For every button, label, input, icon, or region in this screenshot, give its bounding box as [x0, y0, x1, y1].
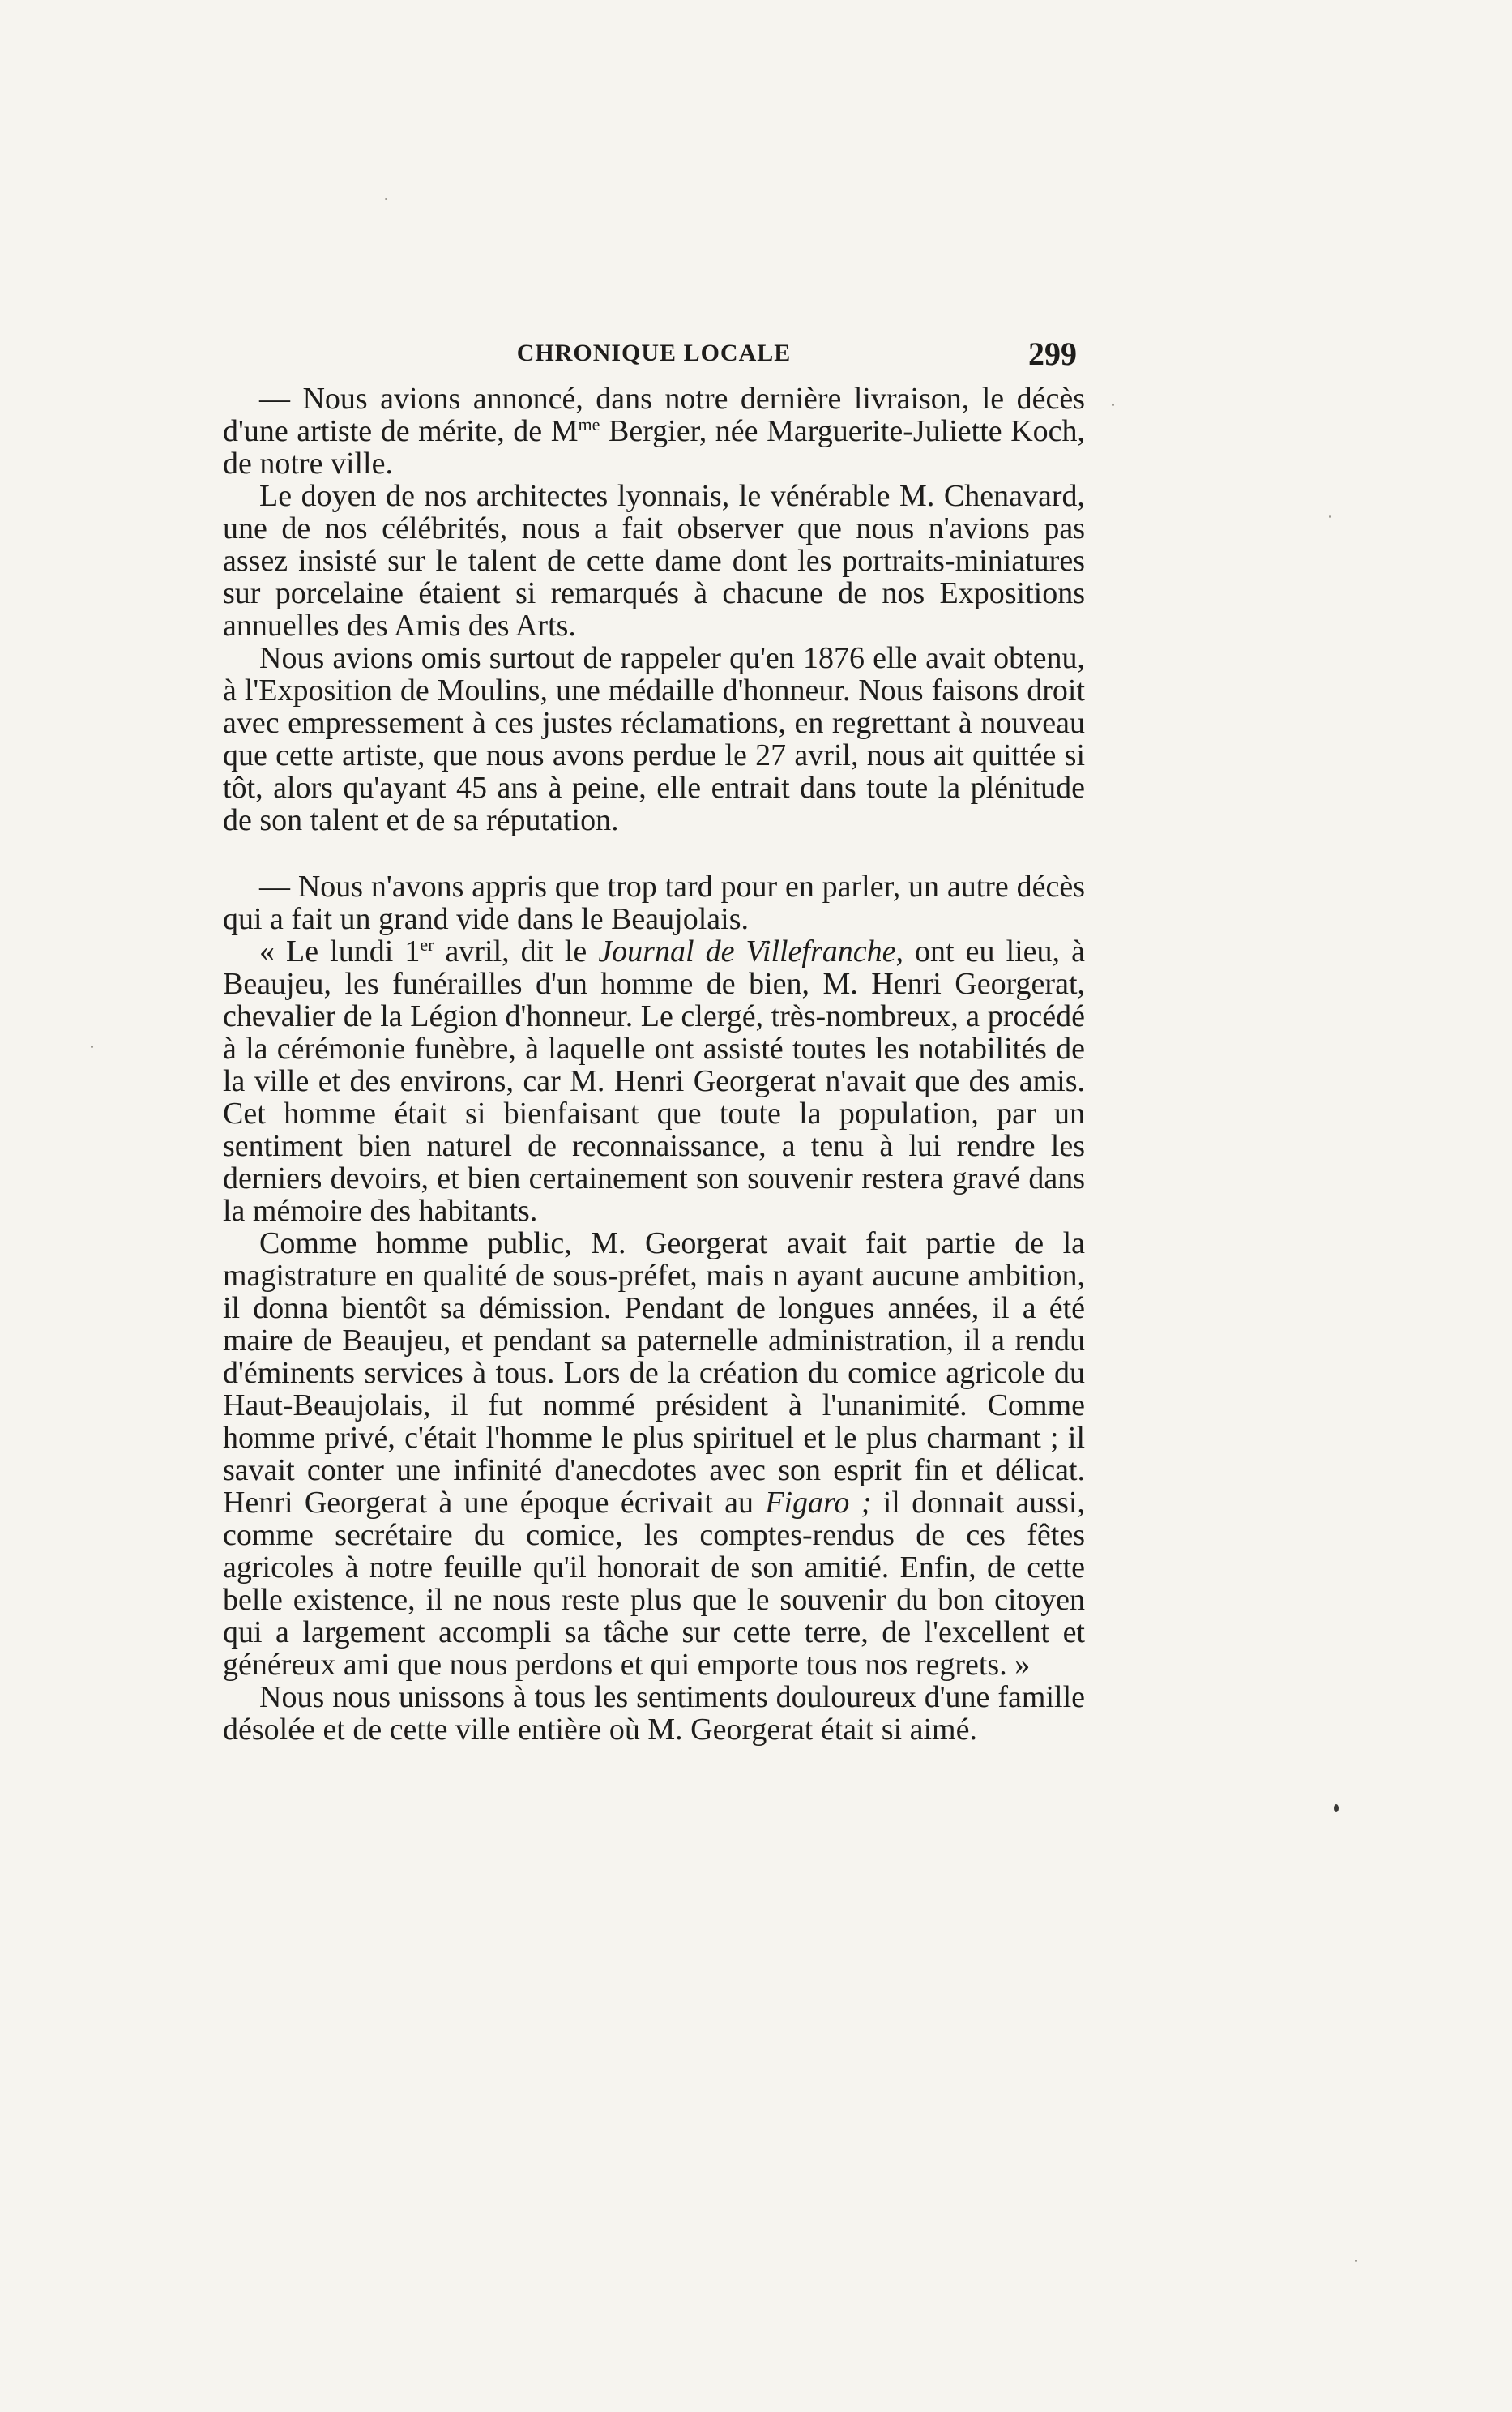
- superscript: me: [578, 414, 600, 434]
- text-run: Comme homme public, M. Georgerat avait fait partie de la magistrature en qualité de sous-préfet, mais n ayant aucune ambition, il donna bientôt sa démission. Pendant de longues années, il a été maire de Beaujeu, et pendant sa paternelle administration, il a rendu d'éminents services à tous. Lors de la création du comice agricole du Haut-Beaujolais, il fut nommé président à l'unanimité. Comme homme privé, c'était l'homme le plus spirituel et le plus charmant ; il savait conter une infinité d'anecdotes avec son esprit fin et délicat. Henri Georgerat à une époque écrivait au: [223, 1226, 1085, 1520]
- paragraph: [223, 935, 1085, 1227]
- text-run: Bergier, née Marguerite-Juliette Koch, de notre ville.: [223, 414, 1086, 481]
- text-run: Nous avions omis surtout de rappeler qu'en 1876 elle avait obtenu, à l'Exposition de Moulins, une médaille d'honneur. Nous faisons droit avec empressement à ces justes réclamations, en regrettant à nouveau que cette artiste, que nous avons perdue le 27 avril, nous ait quittée si tôt, alors qu'ayant 45 ans à peine, elle entrait dans toute la plénitude de son talent et de sa réputation.: [223, 641, 1085, 837]
- paper-speck: [385, 198, 387, 200]
- paper-speck: [1112, 404, 1114, 406]
- text-run: — Nous n'avons appris que trop tard pour en parler, un autre décès qui a fait un grand vide dans le Beaujolais.: [223, 870, 1085, 936]
- paragraph: [223, 1681, 1085, 1746]
- text-run: Le doyen de nos architectes lyonnais, le vénérable M. Chenavard, une de nos célébrités, nous a fait observer que nous n'avions pas assez insisté sur le talent de cette dame dont les portraits-miniatures sur porcelaine étaient si remarqués à chacune de nos Expositions annuelles des Amis des Arts.: [223, 479, 1085, 643]
- text-run: Nous nous unissons à tous les sentiments douloureux d'une famille désolée et de cette ville entière où M. Georgerat était si aimé.: [223, 1680, 1085, 1747]
- paper-speck: [1355, 2260, 1357, 2262]
- paper-speck: [1334, 1804, 1339, 1812]
- paper-speck: [1329, 515, 1331, 518]
- paragraph: [223, 870, 1085, 935]
- paragraph: [223, 480, 1085, 642]
- paragraph: [223, 1227, 1085, 1681]
- text-run: il donnait aussi, comme secrétaire du comice, les comptes-rendus de ces fêtes agricoles à notre feuille qu'il honorait de son amitié. Enfin, de cette belle existence, il ne nous reste plus que le souvenir du bon citoyen qui a largement accompli sa tâche sur cette terre, de l'excellent et généreux ami que nous perdons et qui emporte tous nos regrets. »: [223, 1486, 1085, 1682]
- text-run: avril, dit le: [434, 934, 599, 969]
- superscript: er: [420, 934, 434, 955]
- paragraph: [223, 642, 1085, 836]
- text-run: — Nous avions annoncé, dans notre dernière livraison, le décès d'une artiste de mérite, de M: [223, 382, 1085, 448]
- page-header: [223, 335, 1085, 383]
- italic-text: Journal de Villefranche: [598, 934, 896, 969]
- running-head: CHRONIQUE LOCALE: [516, 340, 792, 366]
- text-run: « Le lundi 1: [259, 934, 421, 969]
- article-body: [223, 383, 1085, 1746]
- italic-text: Figaro ;: [765, 1486, 872, 1520]
- paragraph: [223, 383, 1085, 480]
- page-number: 299: [1028, 336, 1077, 372]
- paper-speck: [91, 1046, 93, 1048]
- text-run: , ont eu lieu, à Beaujeu, les funérailles d'un homme de bien, M. Henri Georgerat, chevalier de la Légion d'honneur. Le clergé, très-nombreux, a procédé à la cérémonie funèbre, à laquelle ont assisté toutes les notabilités de la ville et des environs, car M. Henri Georgerat n'avait que des amis. Cet homme était si bienfaisant que toute la population, par un sentiment bien naturel de reconnaissance, a tenu à lui rendre les derniers devoirs, et bien certainement son souvenir restera gravé dans la mémoire des habitants.: [223, 934, 1085, 1228]
